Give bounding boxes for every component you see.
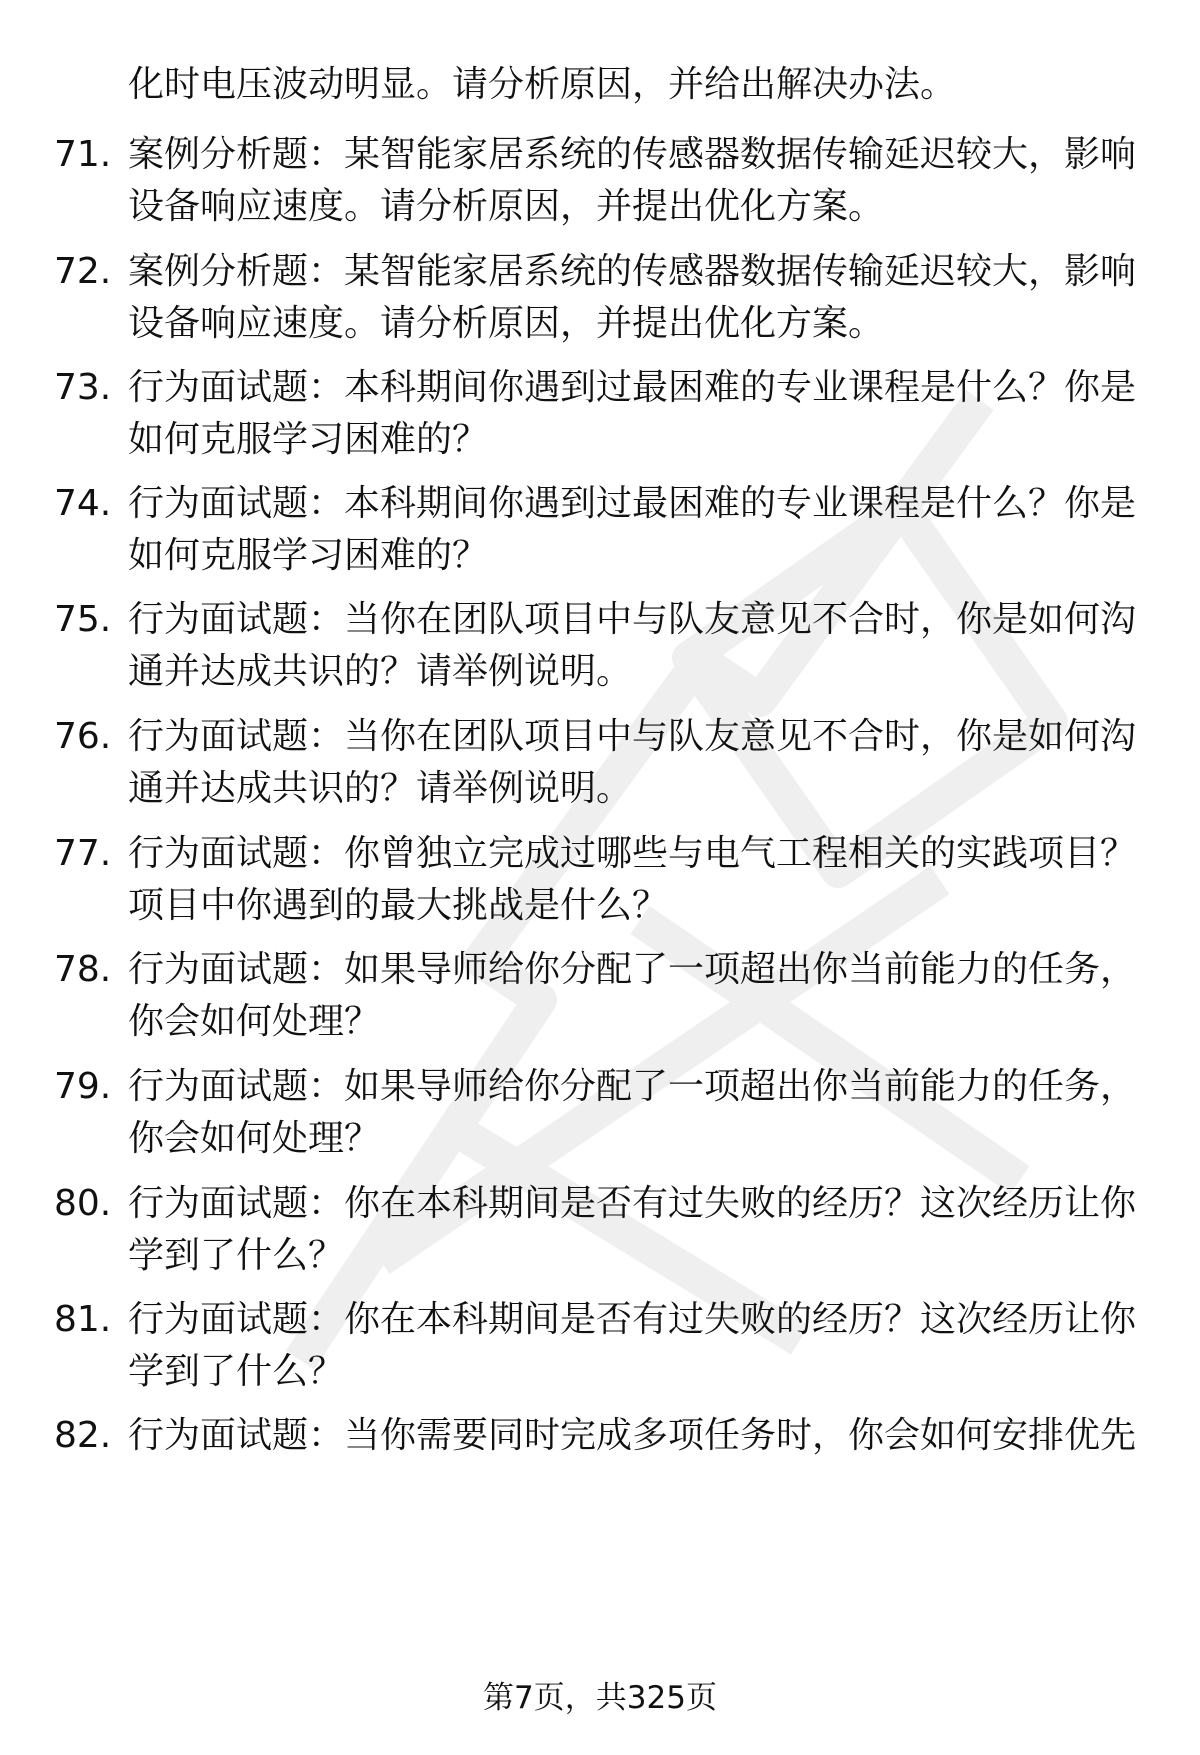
question-number: 73. [54, 367, 112, 408]
question-text-line: 行为面试题：当你在团队项目中与队友意见不合时，你是如何沟 [128, 599, 1137, 640]
question-text-line: 行为面试题：本科期间你遇到过最困难的专业课程是什么？你是 [128, 483, 1137, 524]
question-text-line: 行为面试题：如果导师给你分配了一项超出你当前能力的任务， [128, 1066, 1137, 1107]
question-text-line: 如何克服学习困难的？ [128, 535, 489, 576]
question-text-line: 你会如何处理？ [128, 1001, 381, 1042]
question-text-line: 如何克服学习困难的？ [128, 419, 489, 460]
question-number: 78. [54, 949, 112, 990]
question-text-line: 通并达成共识的？请举例说明。 [128, 651, 633, 692]
question-number: 72. [54, 251, 112, 292]
question-text-line: 项目中你遇到的最大挑战是什么？ [128, 885, 669, 926]
question-text-line: 学到了什么？ [128, 1235, 345, 1276]
question-number: 80. [54, 1183, 112, 1224]
question-text-line: 行为面试题：如果导师给你分配了一项超出你当前能力的任务， [128, 949, 1137, 990]
question-text-line: 学到了什么？ [128, 1351, 345, 1392]
question-text-line: 行为面试题：当你需要同时完成多项任务时，你会如何安排优先 [128, 1415, 1137, 1456]
question-number: 71. [54, 134, 112, 175]
question-text-line: 行为面试题：当你在团队项目中与队友意见不合时，你是如何沟 [128, 716, 1137, 757]
question-number: 77. [54, 833, 112, 874]
question-text-line: 通并达成共识的？请举例说明。 [128, 768, 633, 809]
question-number: 82. [54, 1415, 112, 1456]
question-text-line: 行为面试题：你曾独立完成过哪些与电气工程相关的实践项目？ [128, 833, 1137, 874]
question-number: 74. [54, 483, 112, 524]
question-number: 75. [54, 599, 112, 640]
page-footer-pagination: 第7页，共325页 [483, 1680, 717, 1716]
intro-line: 化时电压波动明显。请分析原因，并给出解决办法。 [128, 64, 957, 105]
question-number: 76. [54, 716, 112, 757]
question-text-line: 行为面试题：本科期间你遇到过最困难的专业课程是什么？你是 [128, 367, 1137, 408]
question-text-line: 设备响应速度。请分析原因，并提出优化方案。 [128, 186, 885, 227]
question-text-line: 案例分析题：某智能家居系统的传感器数据传输延迟较大，影响 [128, 134, 1137, 175]
question-text-line: 行为面试题：你在本科期间是否有过失败的经历？这次经历让你 [128, 1299, 1137, 1340]
question-number: 81. [54, 1299, 112, 1340]
question-text-line: 行为面试题：你在本科期间是否有过失败的经历？这次经历让你 [128, 1183, 1137, 1224]
question-text-line: 你会如何处理？ [128, 1118, 381, 1159]
question-text-line: 设备响应速度。请分析原因，并提出优化方案。 [128, 303, 885, 344]
question-number: 79. [54, 1066, 112, 1107]
question-text-line: 案例分析题：某智能家居系统的传感器数据传输延迟较大，影响 [128, 251, 1137, 292]
